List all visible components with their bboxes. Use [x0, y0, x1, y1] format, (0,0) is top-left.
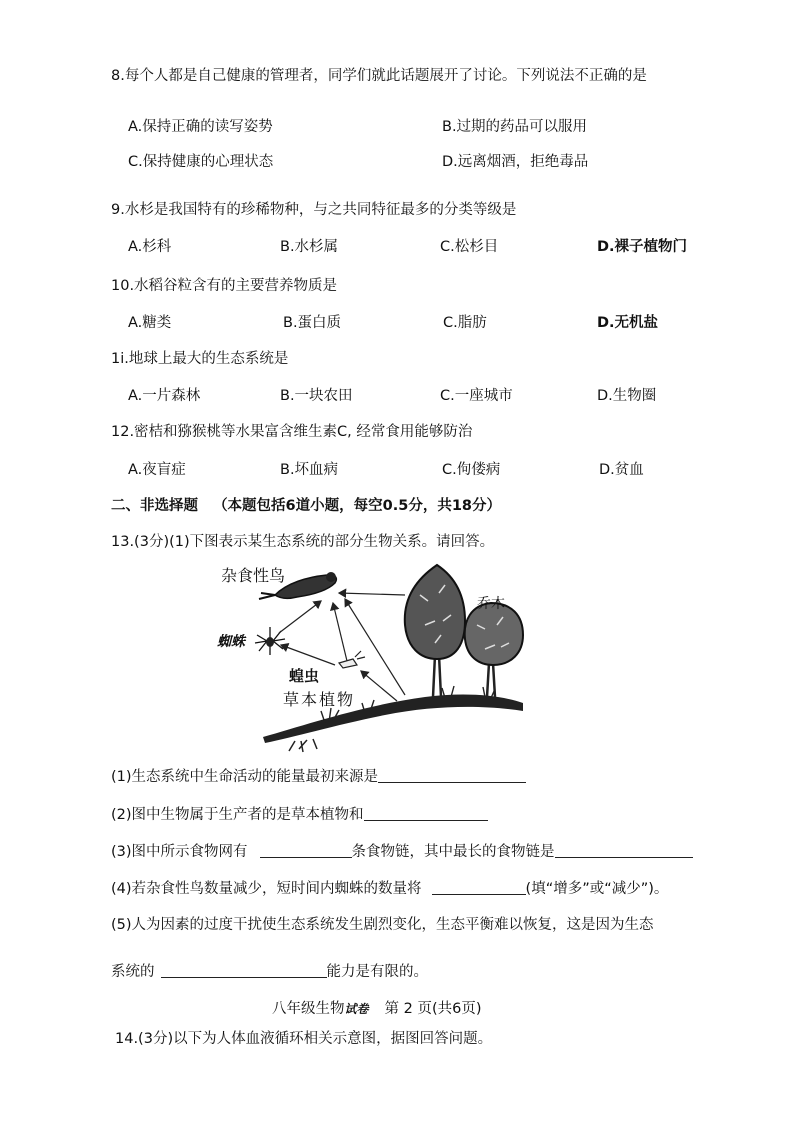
q11-stem: 1i.地球上最大的生态系统是 [111, 351, 289, 367]
q10-option-d: D.无机盐 [597, 315, 659, 331]
footer-italic: 试卷 [344, 1002, 369, 1016]
label-locust: 蝗虫 [289, 667, 320, 685]
q13-stem: 13.(3分)(1)下图表示某生态系统的部分生物关系。请回答。 [111, 534, 495, 550]
locust-legs [355, 651, 365, 659]
q10-option-a: A.糖类 [128, 315, 172, 331]
q13-sub1 [111, 765, 526, 786]
q13-sub4-text-b: (填“增多”或“减少”)。 [525, 881, 669, 897]
q11-option-a: A.一片森林 [128, 388, 201, 404]
label-grass: 草本植物 [283, 690, 356, 709]
q11-option-b: B.一块农田 [280, 388, 353, 404]
q13-sub4-text-a: (4)若杂食性鸟数量减少，短时间内蜘蛛的数量将 [111, 881, 422, 897]
q13-sub5-line2 [111, 960, 428, 981]
q12-stem: 12.密桔和猕猴桃等水果富含维生素C, 经常食用能够防治 [111, 424, 473, 440]
spider-body [266, 637, 274, 647]
section2-header [111, 494, 501, 515]
q13-sub2 [111, 803, 488, 824]
q13-sub3-text-a: (3)图中所示食物网有 [111, 844, 248, 860]
q8-option-c: C.保持健康的心理状态 [128, 154, 274, 170]
q12-option-d: D.贫血 [599, 462, 644, 478]
footer-page: 第 2 页(共6页) [384, 1001, 482, 1017]
q10-stem: 10.水稻谷粒含有的主要营养物质是 [111, 278, 338, 294]
q13-sub3 [111, 840, 693, 861]
arrow-grass-locust [361, 671, 397, 701]
q8-option-b: B.过期的药品可以服用 [442, 119, 588, 135]
q13-sub3-blank-chain[interactable] [555, 843, 693, 858]
q13-sub1-blank[interactable] [378, 768, 526, 783]
bird-tail [259, 593, 275, 599]
q12-option-b: B.坏血病 [280, 462, 339, 478]
q13-sub5-text-post: 能力是有限的。 [326, 964, 428, 980]
q12-option-a: A.夜盲症 [128, 462, 186, 478]
arrow-grass-bird [345, 599, 405, 695]
arrow-tree-bird [339, 593, 405, 595]
section2-title: 二、非选择题 [111, 498, 198, 514]
q13-sub5-text-pre: 系统的 [111, 964, 155, 980]
q14-stem: 14.(3分)以下为人体血液循环相关示意图，据图回答问题。 [115, 1031, 493, 1047]
q9-option-c: C.松杉目 [440, 239, 499, 255]
q9-option-b: B.水杉属 [280, 239, 339, 255]
locust-body [339, 659, 357, 668]
q9-option-d: D.裸子植物门 [597, 239, 688, 255]
q13-sub2-text: (2)图中生物属于生产者的是草本植物和 [111, 807, 364, 823]
label-tree: 乔木 [477, 596, 505, 612]
label-bird: 杂食性鸟 [221, 566, 286, 585]
q13-sub3-text-b: 条食物链，其中最长的食物链是 [351, 844, 555, 860]
q12-option-c: C.佝偻病 [442, 462, 501, 478]
q9-stem: 9.水杉是我国特有的珍稀物种，与之共同特征最多的分类等级是 [111, 202, 517, 218]
q8-option-d: D.远离烟酒，拒绝毒品 [442, 154, 589, 170]
q11-option-c: C.一座城市 [440, 388, 513, 404]
q11-option-d: D.生物圈 [597, 388, 657, 404]
q13-sub2-blank[interactable] [364, 806, 488, 821]
ecosystem-diagram [215, 555, 535, 755]
bird-head [326, 572, 336, 582]
q13-sub1-text: (1)生态系统中生命活动的能量最初来源是 [111, 769, 379, 785]
arrow-locust-bird [333, 603, 347, 661]
arrow-locust-spider [281, 645, 335, 665]
tree-trunk-2 [487, 663, 495, 697]
q13-sub3-blank-count[interactable] [260, 843, 352, 858]
label-spider: 蜘蛛 [217, 634, 245, 650]
arrow-spider-bird [279, 601, 321, 633]
q8-stem: 8.每个人都是自己健康的管理者，同学们就此话题展开了讨论。下列说法不正确的是 [111, 68, 647, 84]
page-footer [272, 997, 482, 1018]
section2-note: （本题包括6道小题，每空0.5分，共18分） [213, 498, 502, 514]
tree-crown-1 [405, 565, 465, 659]
q13-sub5-line1: (5)人为因素的过度干扰使生态系统发生剧烈变化，生态平衡难以恢复，这是因为生态 [111, 917, 654, 933]
tree-trunk-1 [433, 655, 441, 697]
roots-shape [289, 739, 317, 752]
q13-sub5-blank[interactable] [161, 963, 327, 978]
q8-option-a: A.保持正确的读写姿势 [128, 119, 273, 135]
q9-option-a: A.杉科 [128, 239, 172, 255]
q10-option-b: B.蛋白质 [283, 315, 342, 331]
footer-left: 八年级生物 [272, 1001, 345, 1017]
q13-sub4-blank[interactable] [432, 880, 526, 895]
q10-option-c: C.脂肪 [443, 315, 487, 331]
q13-sub4 [111, 877, 668, 898]
